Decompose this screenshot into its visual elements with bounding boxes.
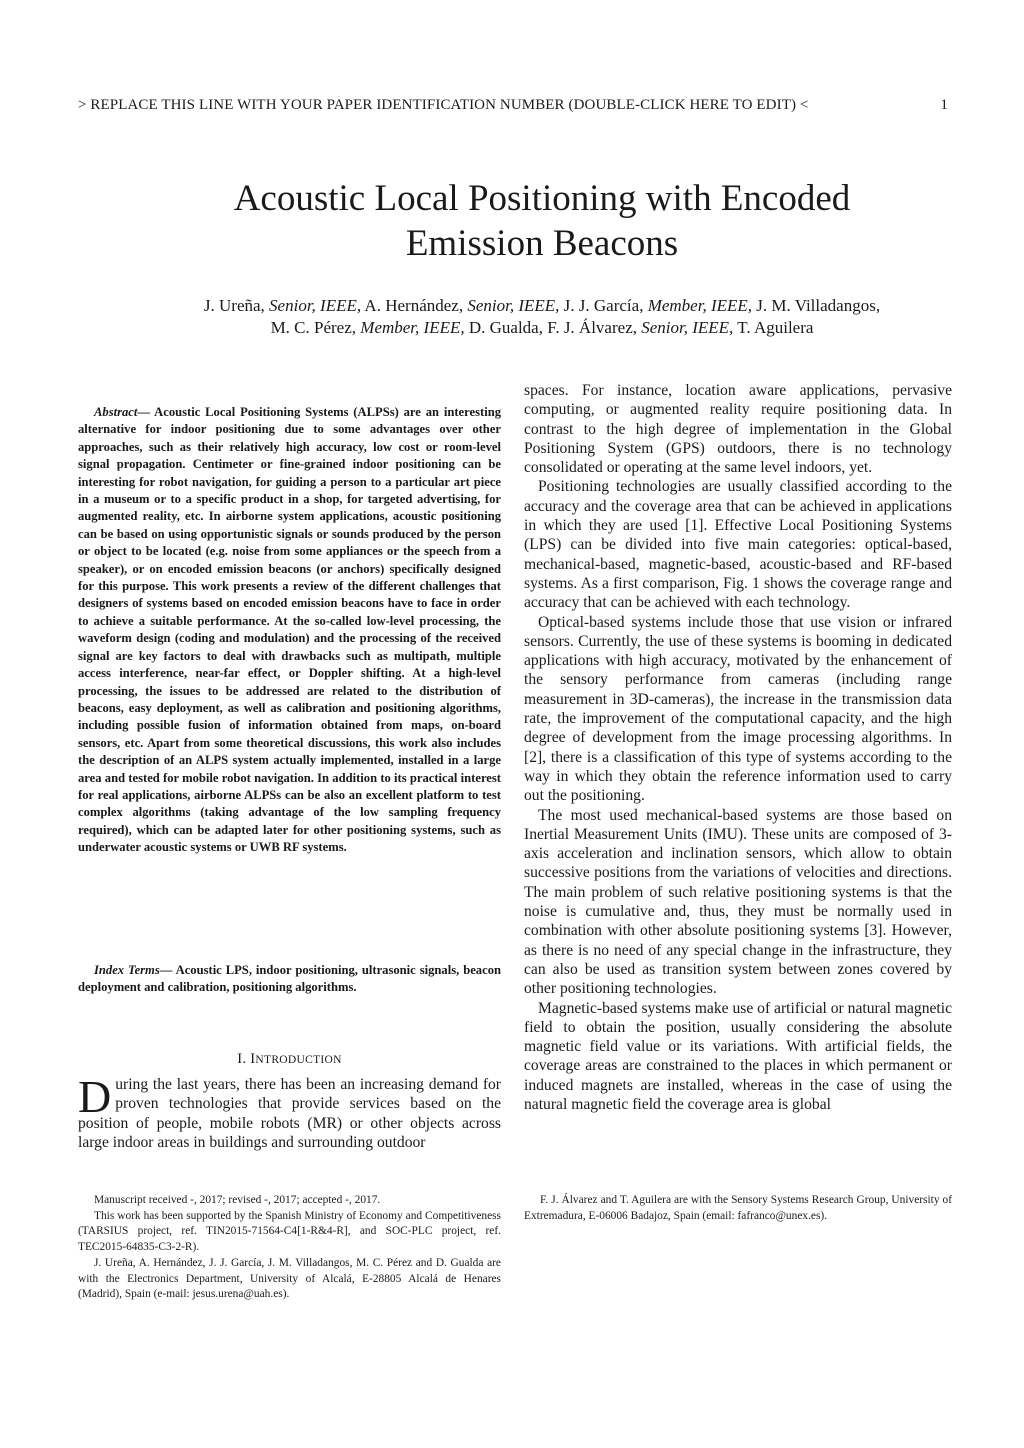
- author-line-1: [60, 295, 1024, 317]
- drop-cap: D: [78, 1071, 112, 1122]
- footnote-funding: This work has been supported by the Spanish Ministry of Economy and Competitiveness (TARSIUS project, ref. TIN2015-71564-C4[1-R&4-R], and SOC-PLC project, ref. TEC2015-64835-C3-2-R).: [78, 1209, 501, 1254]
- right-column-body: [524, 381, 952, 1114]
- abstract-text: — Acoustic Local Positioning Systems (ALPSs) are an interesting alternative for indoor positioning due to some advantages over other approaches, such as their relatively high accuracy, low cost or room-level signal propagation. Centimeter or fine-grained indoor positioning can be interesting for robot navigation, for guiding a person to a particular art piece in a museum or to a specific product in a shop, for targeted advertising, for augmented reality, etc. In airborne system applications, acoustic positioning can be based on using opportunistic signals or sounds produced by the person or object to be located (e.g. noise from some appliances or the speech from a speaker), or on encoded emission beacons (or anchors) specifically designed for this purpose. This work presents a review of the different challenges that designers of systems based on encoded emission beacons have to face in order to achieve a suitable performance. At the so-called low-level processing, the waveform design (coding and modulation) and the processing of the received signal are key factors to deal with drawbacks such as multipath, multiple access interference, near-far effect, or Doppler shifting. At a high-level processing, the issues to be addressed are related to the distribution of beacons, easy deployment, as well as calibration and positioning algorithms, including possible fusion of information obtained from maps, on-board sensors, etc. Apart from some theoretical discussions, this work also includes the description of an ALPS system actually implemented, installed in a large area and tested for mobile robot navigation. In addition to its practical interest for real applications, airborne ALPSs can be also an excellent platform to test complex algorithms (taking advantage of the low sampling frequency required), which can be adapted later for other positioning systems, such as underwater acoustic systems or UWB RF systems.: [78, 405, 501, 855]
- running-header: [78, 97, 948, 114]
- section-number: I.: [237, 1051, 247, 1067]
- author-role: Member, IEEE,: [647, 296, 753, 315]
- index-terms-label: Index Terms: [94, 963, 160, 977]
- introduction-paragraph: [78, 1071, 501, 1152]
- title-line-1: Acoustic Local Positioning with Encoded: [233, 178, 851, 219]
- section-title-rest: NTRODUCTION: [255, 1054, 342, 1066]
- index-terms-text: — Acoustic LPS, indoor positioning, ultrasonic signals, beacon deployment and calibration, positioning algorithms.: [78, 963, 501, 995]
- paragraph: The most used mechanical-based systems are those based on Inertial Measurement Units (IMU). These units are composed of 3-axis acceleration and inclination sensors, which allow to obtain successive positions from the variations of velocities and directions. The main problem of such relative positioning systems is that the noise is cumulative and, thus, they must be normally used in combination with other absolute positioning systems [3]. However, as there is no need of any special change in the infrastructure, they can also be used as transition system between zones covered by other positioning technologies.: [524, 806, 952, 998]
- author-perez: M. C. Pérez,: [270, 318, 361, 337]
- author-role: Member, IEEE,: [360, 318, 465, 337]
- paragraph: Positioning technologies are usually classified according to the accuracy and the coverage area that can be achieved in applications in which they are used [1]. Effective Local Positioning Systems (LPS) can be divided into five main categories: optical-based, mechanical-based, magnetic-based, acoustic-based and RF-based systems. As a first comparison, Fig. 1 shows the coverage range and accuracy that can be achieved with each technology.: [524, 478, 952, 612]
- footnote-affiliation-alcala: J. Ureña, A. Hernández, J. J. García, J. M. Villadangos, M. C. Pérez and D. Gualda are with the Electronics Department, University of Alcalá, E-28805 Alcalá de Henares (Madrid), Spain (e-mail: jesus.urena@uah.es).: [78, 1256, 501, 1301]
- running-header-text: > REPLACE THIS LINE WITH YOUR PAPER IDENTIFICATION NUMBER (DOUBLE-CLICK HERE TO EDIT) <: [78, 97, 809, 113]
- footnotes-right: [524, 1193, 952, 1224]
- author-line-2: [60, 317, 1024, 339]
- author-villadangos: J. M. Villadangos,: [752, 296, 881, 315]
- abstract: [78, 404, 501, 857]
- section-title-initial: I: [250, 1051, 256, 1067]
- footnotes-left: [78, 1193, 501, 1303]
- section-heading-introduction: [78, 1051, 501, 1068]
- author-list: [60, 295, 1024, 339]
- abstract-label: Abstract: [94, 405, 138, 419]
- author-aguilera: T. Aguilera: [733, 318, 814, 337]
- footnote-affiliation-extremadura: F. J. Álvarez and T. Aguilera are with the Sensory Systems Research Group, University of Extremadura, E-06006 Badajoz, Spain (email: fafranco@unex.es).: [524, 1194, 952, 1222]
- author-hernandez: A. Hernández,: [361, 296, 468, 315]
- page-number: 1: [940, 97, 948, 113]
- footnote-manuscript: Manuscript received -, 2017; revised -, 2017; accepted -, 2017.: [94, 1194, 381, 1206]
- author-urena: J. Ureña,: [203, 296, 270, 315]
- index-terms: [78, 962, 501, 997]
- author-garcia: J. J. García,: [559, 296, 648, 315]
- paragraph: Magnetic-based systems make use of artificial or natural magnetic field to obtain the position, usually considering the absolute magnetic field value or its variations. With artificial fields, the coverage areas are constrained to the places in which permanent or induced magnets are installed, whereas in the case of using the natural magnetic field the coverage area is global: [524, 999, 952, 1113]
- paper-title: [60, 176, 1024, 266]
- author-role: Senior, IEEE,: [467, 296, 560, 315]
- paragraph: spaces. For instance, location aware applications, pervasive computing, or augmented reality require positioning data. In contrast to the high degree of implementation in the Global Positioning System (GPS) outdoors, there is no technology consolidated or operating at the same level indoors, yet.: [524, 382, 952, 477]
- author-role: Senior, IEEE,: [269, 296, 362, 315]
- title-line-2: Emission Beacons: [405, 223, 679, 264]
- author-gualda-alvarez: D. Gualda, F. J. Álvarez,: [464, 318, 642, 337]
- author-role: Senior, IEEE,: [641, 318, 734, 337]
- paragraph: Optical-based systems include those that use vision or infrared sensors. Currently, the use of these systems is booming in dedicated applications with high accuracy, motivated by the enhancement of the sensory performance from cameras (including range measurement in 3D-cameras), the increase in the transmission data rate, the improvement of the computational capacity, and the high degree of development from the image processing algorithms. In [2], there is a classification of this type of systems according to the way in which they obtain the reference information used to carry out the positioning.: [524, 613, 952, 805]
- intro-text: uring the last years, there has been an increasing demand for proven technologies that provide services based on the position of people, mobile robots (MR) or other objects across large indoor areas in buildings and surrounding outdoor: [78, 1076, 501, 1151]
